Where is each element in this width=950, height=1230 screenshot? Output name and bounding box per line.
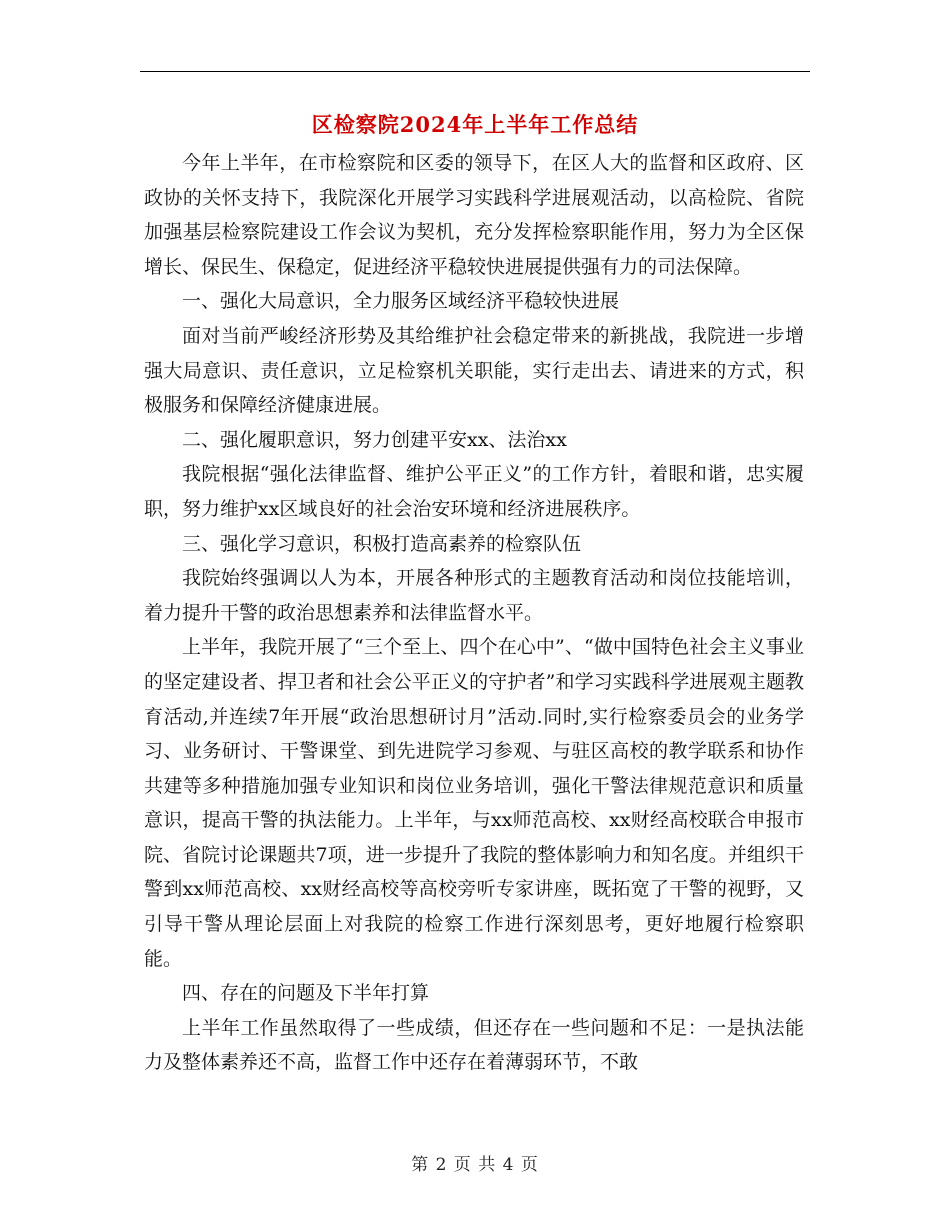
paragraph-section-4: 上半年工作虽然取得了一些成绩，但还存在一些问题和不足：一是执法能力及整体素养还不高，监督工作中还存在着薄弱环节，不敢: [144, 1016, 804, 1074]
paragraph-section-3: 我院始终强调以人为本，开展各种形式的主题教育活动和岗位技能培训，着力提升干警的政治思想素养和法律监督水平。: [144, 567, 804, 624]
header-rule: [140, 71, 810, 72]
paragraph-section-3-detail: 上半年，我院开展了“三个至上、四个在心中”、“做中国特色社会主义事业的坚定建设者、捍卫者和社会公平正义的守护者”和学习实践科学进展观主题教育活动,并连续7年开展“政治思想研讨月”活动.同时,实行检察委员会的业务学习、业务研讨、干警课堂、到先进院学习参观、与驻区高校的教学联系和协作共建等多种措施加强专业知识和岗位业务培训，强化干警法律规范意识和质量意识，提高干警的执法能力。上半年，与xx师范高校、xx财经高校联合申报市院、省院讨论课题共7项，进一步提升了我院的整体影响力和知名度。并组织干警到xx师范高校、xx财经高校等高校旁听专家讲座，既拓宽了干警的视野，又引导干警从理论层面上对我院的检察工作进行深刻思考，更好地履行检察职能。: [144, 636, 804, 970]
paragraph-intro: 今年上半年，在市检察院和区委的领导下，在区人大的监督和区政府、区政协的关怀支持下，我院深化开展学习实践科学进展观活动，以高检院、省院加强基层检察院建设工作会议为契机，充分发挥检察职能作用，努力为全区保增长、保民生、保稳定，促进经济平稳较快进展提供强有力的司法保障。: [144, 152, 804, 278]
document-body: [144, 146, 804, 1080]
section-heading-2: 二、强化履职意识，努力创建平安xx、法治xx: [182, 428, 567, 451]
page-number-footer: 第 2 页 共 4 页: [411, 1155, 539, 1175]
section-heading-4: 四、存在的问题及下半年打算: [182, 982, 430, 1005]
document-title: 区检察院2024年上半年工作总结: [311, 112, 639, 137]
paragraph-section-1: 面对当前严峻经济形势及其给维护社会稳定带来的新挑战，我院进一步增强大局意识、责任意识，立足检察机关职能，实行走出去、请进来的方式，积极服务和保障经济健康进展。: [144, 324, 804, 417]
section-heading-1: 一、强化大局意识，全力服务区域经济平稳较快进展: [182, 290, 620, 313]
paragraph-section-2: 我院根据“强化法律监督、维护公平正义”的工作方针，着眼和谐，忠实履职，努力维护xx区域良好的社会治安环境和经济进展秩序。: [144, 463, 804, 520]
section-heading-3: 三、强化学习意识，积极打造高素养的检察队伍: [182, 532, 582, 555]
